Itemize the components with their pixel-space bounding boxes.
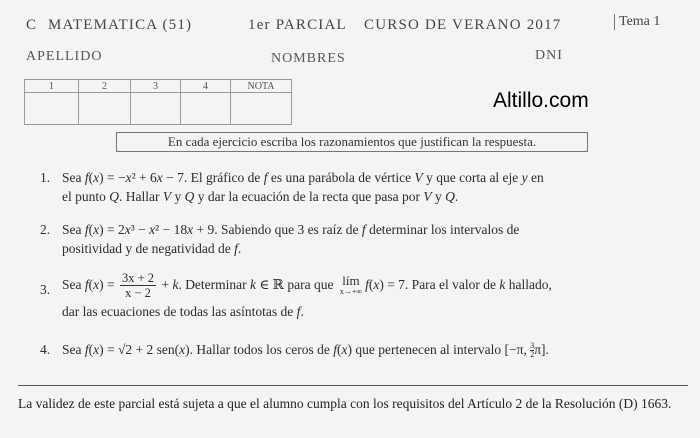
grade-col-nota: NOTA xyxy=(231,80,292,93)
exercise-2-line-2: positividad y de negatividad de f. xyxy=(62,241,242,256)
dni-label: DNI xyxy=(535,48,563,63)
exercise-2 xyxy=(40,220,520,258)
grade-col-4: 4 xyxy=(181,80,231,93)
course-title: CURSO DE VERANO 2017 xyxy=(364,17,562,33)
grade-cell[interactable] xyxy=(231,93,292,125)
footer-divider xyxy=(18,385,688,386)
exercise-number: 3. xyxy=(40,282,51,297)
exercise-3-line-2: dar las ecuaciones de todas las asíntotas de f. xyxy=(62,304,304,319)
watermark-logo: Altillo.com xyxy=(493,89,589,112)
grade-cell[interactable] xyxy=(131,93,181,125)
exercise-2-line-1: Sea f(x) = 2x³ − x² − 18x + 9. Sabiendo que 3 es raíz de f determinar los intervalos de xyxy=(62,222,520,237)
tema-label: Tema 1 xyxy=(614,14,660,30)
exercise-number: 1. xyxy=(40,170,51,185)
exercise-1-line-1: Sea f(x) = −x² + 6x − 7. El gráfico de f es una parábola de vértice V y que corta al eje y en xyxy=(62,170,544,185)
fraction: $\frac{3x + 2}{x - 2}$ xyxy=(122,271,155,301)
grade-col-1: 1 xyxy=(25,80,79,93)
grade-col-3: 3 xyxy=(131,80,181,93)
grade-cell[interactable] xyxy=(79,93,131,125)
interval-fraction: $\frac{3}{2}$ xyxy=(530,341,535,360)
apellido-label: APELLIDO xyxy=(26,49,103,64)
exercise-3 xyxy=(40,268,552,321)
grade-cell[interactable] xyxy=(181,93,231,125)
limit: lím x→+∞ xyxy=(339,272,363,296)
exercise-1-line-2: el punto Q. Hallar V y Q y dar la ecuación de la recta que pasa por V y Q. xyxy=(62,189,459,204)
exam-title: 1er PARCIAL xyxy=(248,17,347,33)
instruction-box: En cada ejercicio escriba los razonamientos que justifican la respuesta. xyxy=(116,132,588,152)
exercise-4-line-1: Sea f(x) = √2 + 2 sen(x). Hallar todos los ceros de f(x) que pertenecen al intervalo [−π, $\frac{3}{2}\pi$]. xyxy=(62,341,549,360)
subject-title: MATEMATICA (51) xyxy=(48,17,193,33)
footer-note: La validez de este parcial está sujeta a que el alumno cumpla con los requisitos del Artículo 2 de la Resolución (D) 1663. xyxy=(18,396,672,411)
exercise-number: 2. xyxy=(40,222,51,237)
exercise-3-line-1: Sea f(x) = $\frac{3x + 2}{x - 2}$ + k. Determinar k ∈ ℝ para que lím x→+∞ f(x) = 7. Para el valor de k hallado, xyxy=(62,271,552,301)
exercise-1 xyxy=(40,168,544,206)
exercise-number: 4. xyxy=(40,342,51,357)
grade-col-2: 2 xyxy=(79,80,131,93)
exercise-4 xyxy=(40,340,549,360)
nombres-label: NOMBRES xyxy=(271,51,346,66)
header-mark: C xyxy=(26,17,38,33)
grade-table xyxy=(24,79,292,125)
grade-cell[interactable] xyxy=(25,93,79,125)
